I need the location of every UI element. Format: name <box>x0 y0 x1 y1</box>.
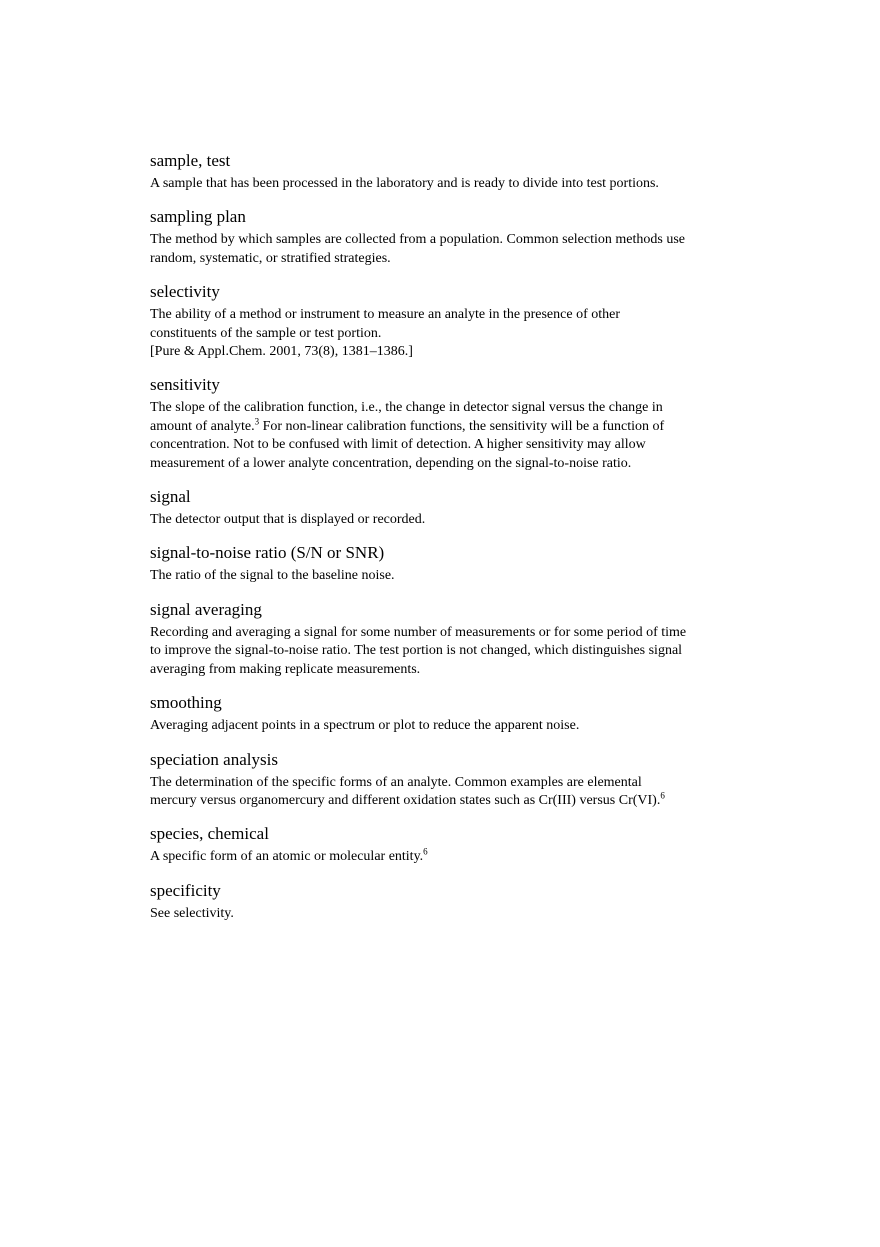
glossary-definition <box>150 848 730 866</box>
definition-line: Recording and averaging a signal for some number of measurements or for some period of time <box>150 624 687 640</box>
definition-line <box>150 418 730 436</box>
definition-line: Averaging adjacent points in a spectrum or plot to reduce the apparent noise. <box>150 718 580 734</box>
glossary-term: species, chemical <box>150 824 269 844</box>
glossary-entry <box>150 207 730 268</box>
glossary-entry <box>150 282 730 361</box>
glossary-entry <box>150 750 730 811</box>
glossary-definition <box>150 399 730 473</box>
definition-line: concentration. Not to be confused with limit of detection. A higher sensitivity may allow <box>150 437 646 453</box>
glossary-term: selectivity <box>150 282 220 302</box>
glossary-term: speciation analysis <box>150 749 278 769</box>
definition-line: The ability of a method or instrument to measure an analyte in the presence of other <box>150 307 621 323</box>
glossary-definition <box>150 511 730 529</box>
definition-line: The determination of the specific forms of an analyte. Common examples are elemental <box>150 774 642 790</box>
glossary-definition <box>150 717 730 735</box>
definition-text: mercury versus organomercury and different oxidation states such as Cr(III) versus Cr(VI). <box>150 792 661 808</box>
glossary-definition <box>150 624 730 679</box>
glossary-entry <box>150 693 730 735</box>
glossary-entry <box>150 824 730 866</box>
definition-line: constituents of the sample or test portion. <box>150 325 382 341</box>
definition-line <box>150 792 730 810</box>
definition-line: See selectivity. <box>150 905 234 921</box>
definition-line <box>150 848 730 866</box>
glossary-entry <box>150 487 730 529</box>
definition-line: averaging from making replicate measurements. <box>150 661 421 677</box>
glossary-term: sampling plan <box>150 207 246 227</box>
definition-text: For non-linear calibration functions, the sensitivity will be a function of <box>259 418 665 434</box>
glossary-entry <box>150 375 730 473</box>
definition-line: random, systematic, or stratified strategies. <box>150 250 391 266</box>
glossary-term: signal averaging <box>150 599 262 619</box>
glossary-term: signal <box>150 487 191 507</box>
glossary-entry <box>150 151 730 193</box>
definition-line: The ratio of the signal to the baseline noise. <box>150 568 395 584</box>
definition-text: amount of analyte. <box>150 418 255 434</box>
definition-text: A specific form of an atomic or molecular entity. <box>150 849 424 865</box>
glossary-term: signal-to-noise ratio (S/N or SNR) <box>150 543 385 563</box>
footnote-ref: 3 <box>254 416 260 427</box>
glossary-definition <box>150 905 730 923</box>
glossary-term: smoothing <box>150 693 222 713</box>
definition-line: measurement of a lower analyte concentration, depending on the signal-to-noise ratio. <box>150 455 632 471</box>
citation-line: [Pure & Appl.Chem. 2001, 73(8), 1381–1386.] <box>150 344 413 360</box>
glossary-definition <box>150 175 730 193</box>
glossary-definition <box>150 231 730 268</box>
glossary-entry <box>150 881 730 923</box>
footnote-ref: 6 <box>423 846 428 857</box>
definition-line: The slope of the calibration function, i.e., the change in detector signal versus the change in <box>150 400 663 416</box>
definition-line: The detector output that is displayed or recorded. <box>150 512 426 528</box>
definition-line: The method by which samples are collected from a population. Common selection methods use <box>150 232 685 248</box>
glossary-definition <box>150 306 730 361</box>
glossary-entry <box>150 543 730 585</box>
glossary-term: specificity <box>150 880 221 900</box>
definition-line: A sample that has been processed in the laboratory and is ready to divide into test portions. <box>150 176 659 191</box>
footnote-ref: 6 <box>660 790 665 801</box>
definition-line: to improve the signal-to-noise ratio. The test portion is not changed, which distinguishes signal <box>150 643 683 659</box>
glossary-definition <box>150 774 730 811</box>
glossary-term: sensitivity <box>150 375 220 395</box>
glossary-entry <box>150 600 730 679</box>
glossary-page <box>150 151 730 937</box>
glossary-term: sample, test <box>150 151 231 170</box>
glossary-definition <box>150 567 730 585</box>
